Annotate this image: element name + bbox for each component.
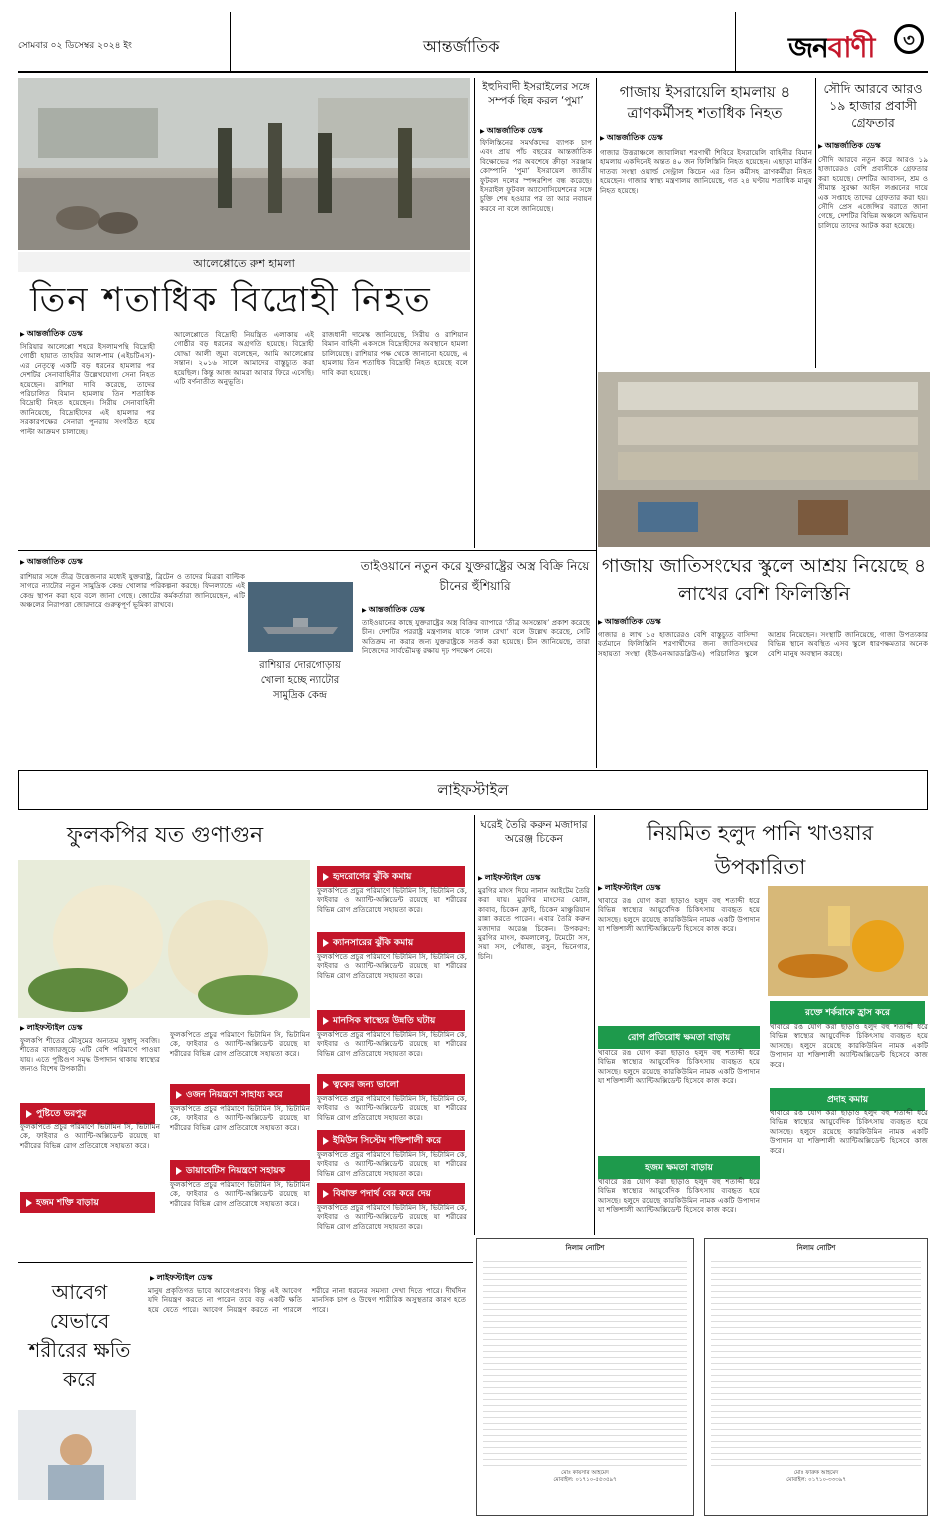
turmeric-immunity-text: খাবারে রঙ যোগ করা ছাড়াও হলুদ বহু শতাব্দী ধরে বিভিন্ন স্বাস্থ্যের আয়ুর্বেদিক চিকিৎসায় ব্যবহৃত হয়ে আসছে। হলুদে রয়েছে কারকিউমিন নামক একটি উপাদান যা শক্তিশালী অ্যান্টিঅক্সিডেন্ট হিসেবে কাজ করে। [598, 1048, 763, 1086]
syria-col-2: আলেপ্পোতে বিদ্রোহী নিয়ন্ত্রিত এলাকায় এই গোষ্ঠীর বড় ধরনের অগ্রগতি হয়েছে। বিদ্রোহী যোদ্ধা আলী জুমা বলেছেন, আমি আলেপ্পোর সন্তান। ২০১৬ সালে আমাদের বাস্তুচ্যুত করা হয়েছিল। কিন্তু আজ আমরা আবার ফিরে এসেছি। এটি বর্ণনাতীত অনুভূতি। [174, 330, 317, 387]
cauliflower-sub-nutrition-label: পুষ্টিতে ভরপুর [36, 1109, 87, 1119]
cauliflower-sub-diabetes [170, 1160, 310, 1181]
school-headline: গাজায় জাতিসংঘের স্কুলে আশ্রয় নিয়েছে ৪ লাখের বেশি ফিলিস্তিনি [601, 555, 927, 605]
cauliflower-sub-heart-label: হৃদরোগের ঝুঁকি কমায় [333, 872, 412, 882]
chicken-headline: ঘরেই তৈরি করুন মজাদার অরেঞ্জ চিকেন [480, 819, 588, 845]
emotion-headline: আবেগ যেভাবে শরীরের ক্ষতি করে [28, 1280, 131, 1391]
syria-headline: তিন শতাধিক বিদ্রোহী নিহত [30, 280, 432, 320]
header-divider-right [735, 12, 736, 71]
row-rule [18, 1262, 473, 1263]
column-rule [594, 815, 595, 1235]
cauliflower-skin-text: ফুলকপিতে প্রচুর পরিমাণে ভিটামিন সি, ভিটামিন কে, ফাইবার ও অ্যান্টি-অক্সিডেন্ট রয়েছে যা শরীরের বিভিন্ন রোগ প্রতিরোধে সহায়তা করে। [317, 1094, 470, 1122]
cauliflower-cancer-text: ফুলকপিতে প্রচুর পরিমাণে ভিটামিন সি, ভিটামিন কে, ফাইবার ও অ্যান্টি-অক্সিডেন্ট রয়েছে যা শরীরের বিভিন্ন রোগ প্রতিরোধে সহায়তা করে। [317, 952, 470, 980]
triangle-icon [323, 939, 329, 947]
cauliflower-sub-diabetes-label: ডায়াবেটিস নিয়ন্ত্রণে সহায়ক [186, 1166, 285, 1176]
turmeric-sub-digestion: হজম ক্ষমতা বাড়ায় [598, 1156, 760, 1179]
cauliflower-desk: ▶ লাইফস্টাইল ডেস্ক [20, 1022, 82, 1035]
taiwan-desk: ▶ আন্তর্জাতিক ডেস্ক [362, 604, 425, 617]
cauliflower-mental-text: ফুলকপিতে প্রচুর পরিমাণে ভিটামিন সি, ভিটামিন কে, ফাইবার ও অ্যান্টি-অক্সিডেন্ট রয়েছে যা শরীরের বিভিন্ন রোগ প্রতিরোধে সহায়তা করে। [317, 1030, 470, 1058]
column-rule [596, 78, 597, 768]
turmeric-desk: ▶ লাইফস্টাইল ডেস্ক [598, 882, 660, 895]
school-desk: ▶ আন্তর্জাতিক ডেস্ক [598, 616, 661, 629]
auction-notice-left-sign: মোঃ কায়সার আহমেদ [561, 1470, 609, 1476]
turmeric-body: খাবারে রঙ যোগ করা ছাড়াও হলুদ বহু শতাব্দী ধরে বিভিন্ন স্বাস্থ্যের আয়ুর্বেদিক চিকিৎসায় ব্যবহৃত হয়ে আসছে। হলুদে রয়েছে কারকিউমিন নামক একটি উপাদান যা শক্তিশালী অ্যান্টিঅক্সিডেন্ট হিসেবে কাজ করে। [598, 896, 763, 934]
auction-notice-right [704, 1238, 928, 1516]
cauliflower-sub-cancer [317, 932, 465, 953]
triangle-icon [323, 1190, 329, 1198]
puma-body: ফিলিস্তিনের সমর্থকদের ব্যাপক চাপ এবং প্রায় পাঁচ বছরের আন্তর্জাতিক বিক্ষোভের পর অবশেষে ক্রীড়া সরঞ্জাম কোম্পানি ‘পুমা’ ইসরায়েল জাতীয় ফুটবল দলের স্পন্সরশিপ বন্ধ করেছে। ইসরাইল ফুটবল অ্যাসোসিয়েশনের সঙ্গে চুক্তি শেষ হওয়ার পর তা আর নবায়ন করবে না বলে জানিয়েছে। [480, 138, 595, 213]
auction-notice-left-phone: মোবাইল: ০১৭১০-৫৫৩৫৯৭ [553, 1477, 617, 1483]
triangle-icon [26, 1110, 32, 1118]
triangle-icon [176, 1091, 182, 1099]
cauliflower-sub-cancer-label: ক্যানসারের ঝুঁকি কমায় [333, 938, 414, 948]
emotion-photo [18, 1410, 136, 1500]
auction-notice-right-body [711, 1256, 921, 1466]
triangle-icon [323, 873, 329, 881]
syria-photo-caption: আলেপ্পোতে রুশ হামলা [18, 252, 470, 272]
masthead [18, 12, 928, 67]
cauliflower-text-2: ফুলকপিতে প্রচুর পরিমাণে ভিটামিন সি, ভিটামিন কে, ফাইবার ও অ্যান্টি-অক্সিডেন্ট রয়েছে যা শরীরের বিভিন্ন রোগ প্রতিরোধে সহায়তা করে। [170, 1030, 313, 1058]
cauliflower-sub-weight [170, 1084, 310, 1105]
chicken-desk: ▶ লাইফস্টাইল ডেস্ক [478, 872, 540, 885]
aid-body: গাজার উত্তরাঞ্চলে জাবালিয়া শরণার্থী শিবিরে ইসরায়েলি বাহিনীর বিমান হামলায় একদিনেই অন্তত ৪০ জন ফিলিস্তিনি নিহত হয়েছেন। এছাড়া মার্কিন দাতব্য সংস্থা ওয়ার্ল্ড সেন্ট্রাল কিচেন এর তিন কর্মীসহ ত্রাণকর্মীরা নিহত হয়েছেন। গাজার স্বাস্থ্য মন্ত্রণালয় জানিয়েছে, গত ২৪ ঘণ্টায় শতাধিক মানুষ নিহত হয়েছে। [600, 148, 815, 195]
cauliflower-text-3: ফুলকপিতে প্রচুর পরিমাণে ভিটামিন সি, ভিটামিন কে, ফাইবার ও অ্যান্টি-অক্সিডেন্ট রয়েছে যা শরীরের বিভিন্ন রোগ প্রতিরোধে সহায়তা করে। [170, 1104, 313, 1132]
saudi-desk: ▶ আন্তর্জাতিক ডেস্ক [818, 140, 881, 153]
saudi-body: সৌদি আরবে নতুন করে আরও ১৯ হাজারেরও বেশি প্রবাসীকে গ্রেফতার করা হয়েছে। দেশটির আবাসন, শ্রম ও সীমান্ত সুরক্ষা আইন লঙ্ঘনের দায়ে এক সপ্তাহে তাদের গ্রেফতার করা হয়। সৌদি প্রেস এজেন্সির বরাতে জানা গেছে, দেশটির বিভিন্ন অঞ্চলে অভিযান চালিয়ে তাদের আটক করা হয়েছে। [818, 155, 931, 230]
turmeric-photo [768, 886, 928, 996]
russia-body: রাশিয়ার সঙ্গে তীব্র উত্তেজনার মধ্যেই যুক্তরাষ্ট্র, ব্রিটেন ও তাদের মিত্ররা বাল্টিক সাগরে ন্যাটোর নতুন সামুদ্রিক কেন্দ্র খোলার পরিকল্পনা করছে। ফিনল্যান্ডে এই কেন্দ্র স্থাপন করা হবে বলে জানা গেছে। জোটের কর্মকর্তারা জানিয়েছেন, এটি অঞ্চলের নিরাপত্তা জোরদারে গুরুত্বপূর্ণ ভূমিকা রাখবে। [20, 572, 248, 610]
aid-headline: গাজায় ইসরায়েলি হামলায় ৪ ত্রাণকর্মীসহ শতাধিক নিহত [619, 83, 791, 122]
lifestyle-section-title: লাইফস্টাইল [437, 781, 509, 799]
triangle-icon [323, 1017, 329, 1025]
turmeric-digestion-text: খাবারে রঙ যোগ করা ছাড়াও হলুদ বহু শতাব্দী ধরে বিভিন্ন স্বাস্থ্যের আয়ুর্বেদিক চিকিৎসায় ব্যবহৃত হয়ে আসছে। হলুদে রয়েছে কারকিউমিন নামক একটি উপাদান যা শক্তিশালী অ্যান্টিঅক্সিডেন্ট হিসেবে কাজ করে। [598, 1177, 763, 1215]
turmeric-sugar-text: খাবারে রঙ যোগ করা ছাড়াও হলুদ বহু শতাব্দী ধরে বিভিন্ন স্বাস্থ্যের আয়ুর্বেদিক চিকিৎসায় ব্যবহৃত হয়ে আসছে। হলুদে রয়েছে কারকিউমিন নামক একটি উপাদান যা শক্তিশালী অ্যান্টিঅক্সিডেন্ট হিসেবে কাজ করে। [770, 1022, 931, 1069]
cauliflower-sub-mental-label: মানসিক স্বাস্থ্যের উন্নতি ঘটায় [333, 1016, 436, 1026]
cauliflower-heart-text: ফুলকপিতে প্রচুর পরিমাণে ভিটামিন সি, ভিটামিন কে, ফাইবার ও অ্যান্টি-অক্সিডেন্ট রয়েছে যা শরীরের বিভিন্ন রোগ প্রতিরোধে সহায়তা করে। [317, 886, 470, 914]
turmeric-sub-sugar: রক্তে শর্করাকে হ্রাস করে [770, 1001, 925, 1024]
turmeric-sub-inflammation: প্রদাহ কমায় [770, 1088, 925, 1111]
russia-desk: ▶ আন্তর্জাতিক ডেস্ক [20, 556, 83, 569]
syria-desk: ▶ আন্তর্জাতিক ডেস্ক [20, 328, 83, 341]
column-rule [474, 78, 475, 548]
brand-logo [788, 26, 874, 73]
header-divider-left [230, 12, 231, 71]
russia-title-box: রাশিয়ার দোরগোড়ায় খোলা হচ্ছে ন্যাটোর সামুদ্রিক কেন্দ্র [259, 660, 341, 701]
triangle-icon [176, 1167, 182, 1175]
auction-notice-right-title: নিলাম নোটিশ [796, 1244, 836, 1252]
cauliflower-sub-digestion-label: হজম শক্তি বাড়ায় [36, 1198, 99, 1208]
brand-logo-part-a: জন [788, 31, 828, 64]
syria-photo [18, 78, 470, 250]
header-date: সোমবার ০২ ডিসেম্বর ২০২৪ ইং [18, 41, 132, 51]
auction-notice-right-sign: মোঃ ফারুক আহমেদ [793, 1470, 839, 1476]
column-rule [815, 78, 816, 368]
syria-col-3: রাজধানী দামেস্ক জানিয়েছে, সিরীয় ও রাশিয়ান বিমান বাহিনী একসঙ্গে বিদ্রোহীদের অবস্থানে হামলা চালিয়েছে। রাশিয়ার পক্ষ থেকে জানানো হয়েছে, এ হামলায় তিন শতাধিক বিদ্রোহী নিহত হয়েছে বলে দাবি করা হয়েছে। [322, 330, 471, 377]
page-number: ৩ [894, 24, 924, 54]
puma-headline: ইহুদিবাদী ইসরাইলের সঙ্গে সম্পর্ক ছিন্ন করল ‘পুমা’ [482, 81, 590, 107]
cauliflower-sub-weight-label: ওজন নিয়ন্ত্রণে সাহায্য করে [186, 1090, 283, 1100]
cauliflower-intro: ফুলকপি শীতের মৌসুমের অন্যতম সুস্বাদু সবজি। শীতের বাজারজুড়ে এটি বেশি পরিমাণে পাওয়া যায়। এতে পুষ্টিগুণ সমৃদ্ধ উপাদান থাকায় স্বাস্থ্যের জন্যও বিশেষ উপকারী। [20, 1036, 163, 1074]
cauliflower-text-1: ফুলকপিতে প্রচুর পরিমাণে ভিটামিন সি, ভিটামিন কে, ফাইবার ও অ্যান্টি-অক্সিডেন্ট রয়েছে যা শরীরের বিভিন্ন রোগ প্রতিরোধে সহায়তা করে। [20, 1122, 163, 1150]
cauliflower-sub-immune-label: ইমিউন সিস্টেম শক্তিশালী করে [333, 1136, 442, 1146]
column-rule [474, 815, 475, 1235]
cauliflower-sub-skin [317, 1074, 465, 1095]
puma-desk: ▶ আন্তর্জাতিক ডেস্ক [480, 125, 543, 138]
lifestyle-banner [18, 770, 928, 810]
cauliflower-sub-immune [317, 1130, 465, 1151]
auction-notice-left [476, 1238, 694, 1516]
taiwan-headline: তাইওয়ানে নতুন করে যুক্তরাষ্ট্রের অস্ত্র বিক্রি নিয়ে চীনের হুঁশিয়ারি [360, 559, 590, 593]
taiwan-body: তাইওয়ানের কাছে যুক্তরাষ্ট্রের অস্ত্র বিক্রির ব্যাপারে ‘তীব্র অসন্তোষ’ প্রকাশ করেছে চীন। দেশটির পররাষ্ট্র মন্ত্রণালয় যাকে ‘লাল রেখা’ বলে উল্লেখ করেছে, সেটি অতিক্রম না করার জন্য যুক্তরাষ্ট্রকে সতর্ক করা হয়েছে। চীন জানিয়েছে, তারা নিজেদের সার্বভৌমত্ব রক্ষায় দৃঢ় পদক্ষেপ নেবে। [362, 618, 593, 656]
cauliflower-text-4: ফুলকপিতে প্রচুর পরিমাণে ভিটামিন সি, ভিটামিন কে, ফাইবার ও অ্যান্টি-অক্সিডেন্ট রয়েছে যা শরীরের বিভিন্ন রোগ প্রতিরোধে সহায়তা করে। [170, 1180, 313, 1208]
cauliflower-sub-digestion [20, 1192, 155, 1213]
emotion-body: মানুষ প্রকৃতিগত ভাবে আবেগপ্রবণ। কিন্তু এই আবেগ যদি নিয়ন্ত্রণ করতে না পারেন তবে বড় একটি ক্ষতি হয়ে যেতে পারে। আবেগ নিয়ন্ত্রণ করতে না পারলে শরীরে নানা ধরনের সমস্যা দেখা দিতে পারে। দীর্ঘদিন মানসিক চাপ ও উদ্বেগ শারীরিক অসুস্থতার কারণ হতে পারে। [148, 1286, 469, 1314]
cauliflower-sub-toxins-label: বিষাক্ত পদার্থ বের করে দেয় [333, 1189, 431, 1199]
cauliflower-sub-nutrition [20, 1103, 155, 1124]
cauliflower-photo [18, 860, 310, 1018]
cauliflower-sub-mental [317, 1010, 465, 1031]
school-photo [598, 372, 930, 547]
russia-ship-photo [248, 582, 353, 652]
row-rule [18, 550, 596, 551]
turmeric-headline: নিয়মিত হলুদ পানি খাওয়ার উপকারিতা [646, 821, 874, 879]
cauliflower-toxins-text: ফুলকপিতে প্রচুর পরিমাণে ভিটামিন সি, ভিটামিন কে, ফাইবার ও অ্যান্টি-অক্সিডেন্ট রয়েছে যা শরীরের বিভিন্ন রোগ প্রতিরোধে সহায়তা করে। [317, 1203, 470, 1231]
turmeric-sub-immunity: রোগ প্রতিরোধ ক্ষমতা বাড়ায় [598, 1026, 760, 1049]
triangle-icon [323, 1081, 329, 1089]
cauliflower-sub-heart [317, 866, 465, 887]
cauliflower-immune-text: ফুলকপিতে প্রচুর পরিমাণে ভিটামিন সি, ভিটামিন কে, ফাইবার ও অ্যান্টি-অক্সিডেন্ট রয়েছে যা শরীরের বিভিন্ন রোগ প্রতিরোধে সহায়তা করে। [317, 1150, 470, 1178]
triangle-icon [323, 1137, 329, 1145]
section-title: আন্তর্জাতিক [423, 37, 500, 56]
auction-notice-left-title: নিলাম নোটিশ [565, 1244, 605, 1252]
saudi-headline: সৌদি আরবে আরও ১৯ হাজার প্রবাসী গ্রেফতার [823, 81, 923, 130]
turmeric-inflammation-text: খাবারে রঙ যোগ করা ছাড়াও হলুদ বহু শতাব্দী ধরে বিভিন্ন স্বাস্থ্যের আয়ুর্বেদিক চিকিৎসায় ব্যবহৃত হয়ে আসছে। হলুদে রয়েছে কারকিউমিন নামক একটি উপাদান যা শক্তিশালী অ্যান্টিঅক্সিডেন্ট হিসেবে কাজ করে। [770, 1108, 931, 1155]
cauliflower-headline: ফুলকপির যত গুণাগুন [66, 823, 264, 848]
cauliflower-sub-toxins [317, 1183, 465, 1204]
emotion-desk: ▶ লাইফস্টাইল ডেস্ক [150, 1272, 212, 1285]
auction-notice-left-body [483, 1256, 687, 1466]
cauliflower-sub-skin-label: ত্বকের জন্য ভালো [333, 1080, 399, 1090]
chicken-body: মুরগির মাংস দিয়ে নানান আইটেম তৈরি করা যায়। মুরগির মাংসের ঝোল, কাবাব, চিকেন ফ্রাই, চিকেন মাঞ্চুরিয়ান রান্না করতে পারেন। এবার তৈরি করুন মজাদার অরেঞ্জ চিকেন। উপকরণ: মুরগির মাংস, কমলালেবু, টমেটো সস, সয়া সস, পেঁয়াজ, রসুন, ভিনেগার, চিনি। [478, 886, 593, 961]
brand-logo-part-b: বাণী [827, 31, 875, 64]
header-rule [18, 71, 928, 73]
auction-notice-right-phone: মোবাইল: ০১৭১০-৩৩৩৯৭ [786, 1477, 846, 1483]
triangle-icon [26, 1199, 32, 1207]
school-body: গাজার ৪ লাখ ১৫ হাজারেরও বেশি বাস্তুচ্যুত বাসিন্দা বর্তমানে ফিলিস্তিনি শরণার্থীদের জন্য জাতিসংঘের সহায়তা সংস্থা (ইউএনআরডব্লিউএ) পরিচালিত স্কুলে আশ্রয় নিয়েছেন। সংস্থাটি জানিয়েছে, গাজা উপত্যকার বিভিন্ন স্থানে অবস্থিত এসব স্কুলে ধারণক্ষমতার অনেক বেশি মানুষ অবস্থান করছে। [598, 630, 931, 658]
aid-desk: ▶ আন্তর্জাতিক ডেস্ক [600, 132, 663, 145]
syria-col-1: সিরিয়ার আলেপ্পো শহরে ইসলামপন্থি বিদ্রোহী গোষ্ঠী হায়াত তাহরির আল-শাম (এইচটিএস)-এর নেতৃত্বে একটি বড় ধরনের হামলার পর দেশটির সেনাবাহিনীর উল্লেখযোগ্য সেনা নিহত হয়েছেন। রাশিয়া দাবি করেছে, তাদের পরিচালিত বিমান হামলায় তিন শতাধিক বিদ্রোহী নিহত হয়েছেন। সিরীয় সেনাবাহিনী জানিয়েছে, বিদ্রোহীদের এই হামলার পর সরকারপক্ষের সেনারা পুনরায় সংগঠিত হয়ে পাল্টা আক্রমণ চালাচ্ছে। [20, 342, 158, 436]
